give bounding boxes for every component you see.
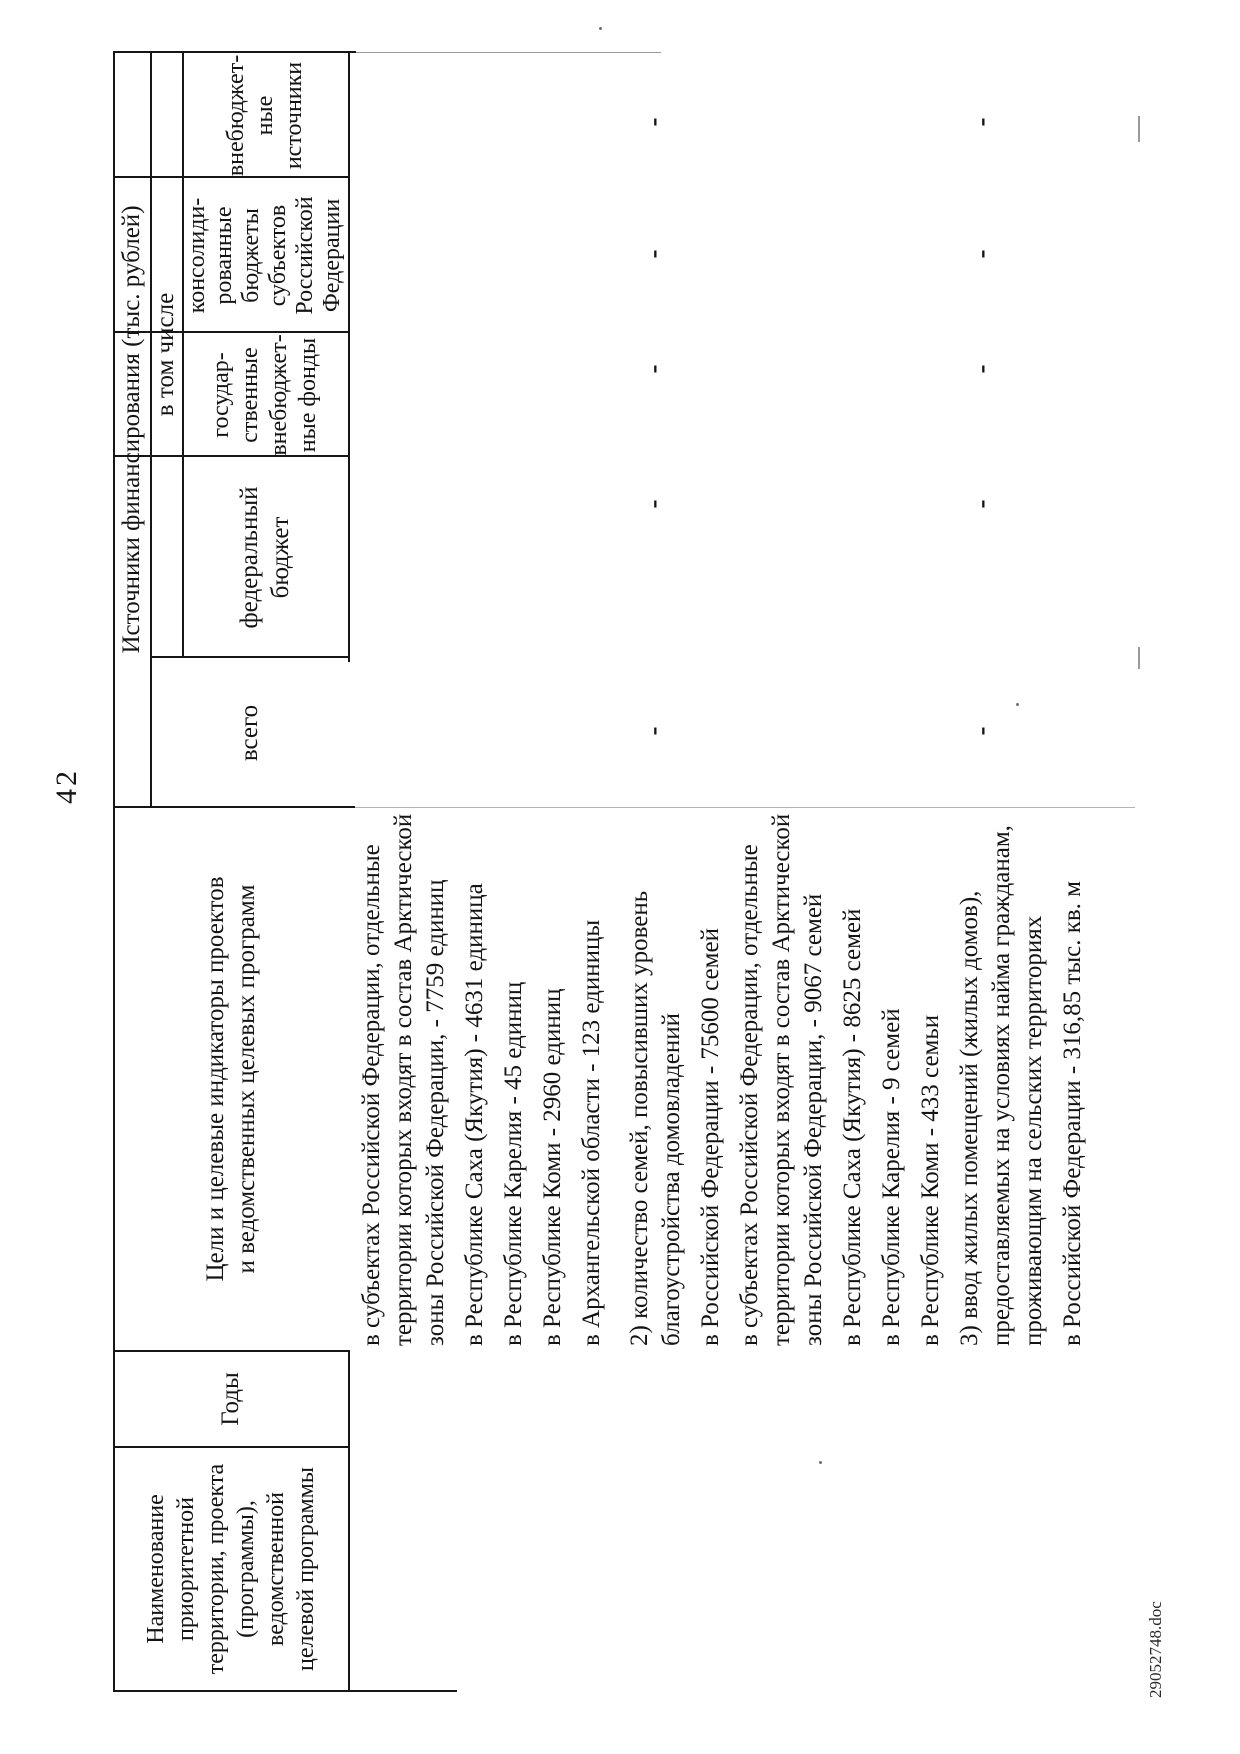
header-federal-column bbox=[182, 459, 348, 656]
goal-line: зоны Российской Федерации, - 9067 семей bbox=[800, 893, 827, 1346]
goal-line: в субъектах Российской Федерации, отдельные bbox=[358, 844, 385, 1346]
header-line: субъектов bbox=[265, 204, 291, 307]
header-line: Наименование bbox=[142, 1494, 169, 1644]
header-line: ственные bbox=[237, 347, 263, 443]
goal-paragraph bbox=[1057, 808, 1089, 1346]
line-header-bottom-left bbox=[348, 1350, 350, 1692]
goal-line: зоны Российской Федерации, - 7759 единиц bbox=[422, 879, 449, 1346]
header-including: в том числе bbox=[152, 292, 179, 417]
document-filename: 29052748.doc bbox=[1146, 1601, 1165, 1698]
value-extrabudget-row-2: - bbox=[638, 117, 668, 127]
goal-line: в Российской Федерации - 75600 семей bbox=[697, 928, 724, 1346]
header-line: целевой программы bbox=[292, 1467, 319, 1671]
value-extrabudget-row-3: - bbox=[966, 117, 996, 127]
header-line: бюджеты bbox=[238, 208, 264, 303]
goal-line: в Республике Коми - 433 семьи bbox=[917, 1014, 944, 1346]
goal-line: 3) ввод жилых помещений (жилых домов), bbox=[956, 890, 983, 1346]
header-sources-group: Источники финансирования (тыс. рублей) bbox=[117, 205, 145, 654]
header-line: и ведомственных целевых программ bbox=[232, 884, 260, 1274]
value-federal-row-2: - bbox=[638, 499, 668, 509]
header-line: ведомственной bbox=[262, 1492, 289, 1646]
value-total-row-3: - bbox=[966, 726, 996, 736]
header-years-column: Годы bbox=[216, 1372, 244, 1426]
table-border-bottom-tick-2 bbox=[1138, 116, 1140, 142]
value-consolidated-row-2: - bbox=[638, 249, 668, 259]
goal-paragraph bbox=[459, 808, 491, 1346]
goals-cell-row-1 bbox=[348, 808, 615, 1352]
header-line: Российской bbox=[292, 196, 318, 315]
header-total-column: всего bbox=[236, 704, 263, 762]
scan-speck bbox=[819, 1461, 822, 1464]
scan-speck bbox=[1016, 703, 1019, 706]
value-total-row-2: - bbox=[638, 726, 668, 736]
header-line: внебюджет- bbox=[222, 54, 249, 177]
table-border-bottom-tick-1 bbox=[1138, 647, 1140, 669]
table-border-right-faded bbox=[356, 52, 661, 53]
goal-line: в Российской Федерации - 316,85 тыс. кв. м bbox=[1059, 881, 1086, 1346]
goals-cell-row-2 bbox=[616, 808, 954, 1352]
header-line: ные фонды bbox=[295, 337, 321, 453]
goal-line: в субъектах Российской Федерации, отдельные bbox=[736, 844, 763, 1346]
header-line: источники bbox=[280, 61, 307, 170]
value-federal-row-3: - bbox=[966, 499, 996, 509]
goal-line: территории которых входят в состав Арктической bbox=[768, 813, 795, 1346]
line-header-bottom-right bbox=[348, 51, 350, 662]
header-statefunds-column bbox=[182, 335, 348, 455]
header-line: рованные bbox=[211, 206, 237, 305]
goal-line: в Республике Саха (Якутия) - 8625 семей bbox=[839, 908, 866, 1346]
header-line: ные bbox=[251, 95, 278, 136]
header-line: приоритетной bbox=[172, 1497, 199, 1641]
value-state_funds-row-2: - bbox=[638, 364, 668, 374]
value-consolidated-row-3: - bbox=[966, 249, 996, 259]
goal-paragraph bbox=[837, 808, 869, 1346]
table-border-left bbox=[113, 1690, 457, 1692]
goal-paragraph bbox=[954, 808, 1050, 1346]
header-consolidated-column bbox=[182, 180, 348, 331]
goal-line: предоставляемых на условиях найма гражданам, bbox=[988, 825, 1015, 1346]
goal-line: в Республике Карелия - 45 единиц bbox=[500, 981, 527, 1346]
header-line: консолиди- bbox=[184, 197, 210, 314]
goal-line: в Республике Саха (Якутия) - 4631 единица bbox=[461, 883, 488, 1346]
header-line: Цели и целевые индикаторы проектов bbox=[201, 876, 229, 1282]
header-line: Федерации bbox=[319, 198, 345, 313]
goal-paragraph bbox=[498, 808, 530, 1346]
goal-line: проживающим на сельских территориях bbox=[1020, 915, 1047, 1346]
goal-line: в Республике Карелия - 9 семей bbox=[878, 1008, 905, 1346]
goal-paragraph bbox=[624, 808, 688, 1346]
scan-speck bbox=[599, 27, 602, 30]
goal-line: 2) количество семей, повысивших уровень bbox=[626, 890, 653, 1346]
page-number: 42 bbox=[50, 768, 83, 804]
line-col-federal bbox=[150, 656, 348, 658]
goals-cell-row-3 bbox=[946, 808, 1096, 1352]
header-line: бюджет bbox=[267, 516, 294, 599]
header-name-column bbox=[113, 1448, 348, 1690]
header-line: внебюджет- bbox=[266, 334, 292, 456]
goal-paragraph bbox=[356, 808, 452, 1346]
goal-line: в Архангельской области - 123 единицы bbox=[578, 919, 605, 1346]
goal-line: территории которых входят в состав Арктической bbox=[390, 813, 417, 1346]
goal-paragraph bbox=[537, 808, 569, 1346]
value-state_funds-row-3: - bbox=[966, 364, 996, 374]
goal-paragraph bbox=[915, 808, 947, 1346]
goal-paragraph bbox=[695, 808, 727, 1346]
header-goals-column bbox=[113, 808, 348, 1350]
goal-paragraph bbox=[876, 808, 908, 1346]
goal-line: в Республике Коми - 2960 единиц bbox=[539, 988, 566, 1346]
goal-paragraph bbox=[576, 808, 608, 1346]
header-extrabudget-column bbox=[182, 55, 348, 176]
header-line: федеральный bbox=[236, 486, 263, 629]
goal-line: благоустройства домовладений bbox=[658, 1013, 685, 1346]
header-line: (программы), bbox=[232, 1500, 259, 1638]
goal-paragraph bbox=[734, 808, 830, 1346]
header-line: территории, проекта bbox=[202, 1463, 229, 1675]
header-line: государ- bbox=[208, 352, 234, 438]
